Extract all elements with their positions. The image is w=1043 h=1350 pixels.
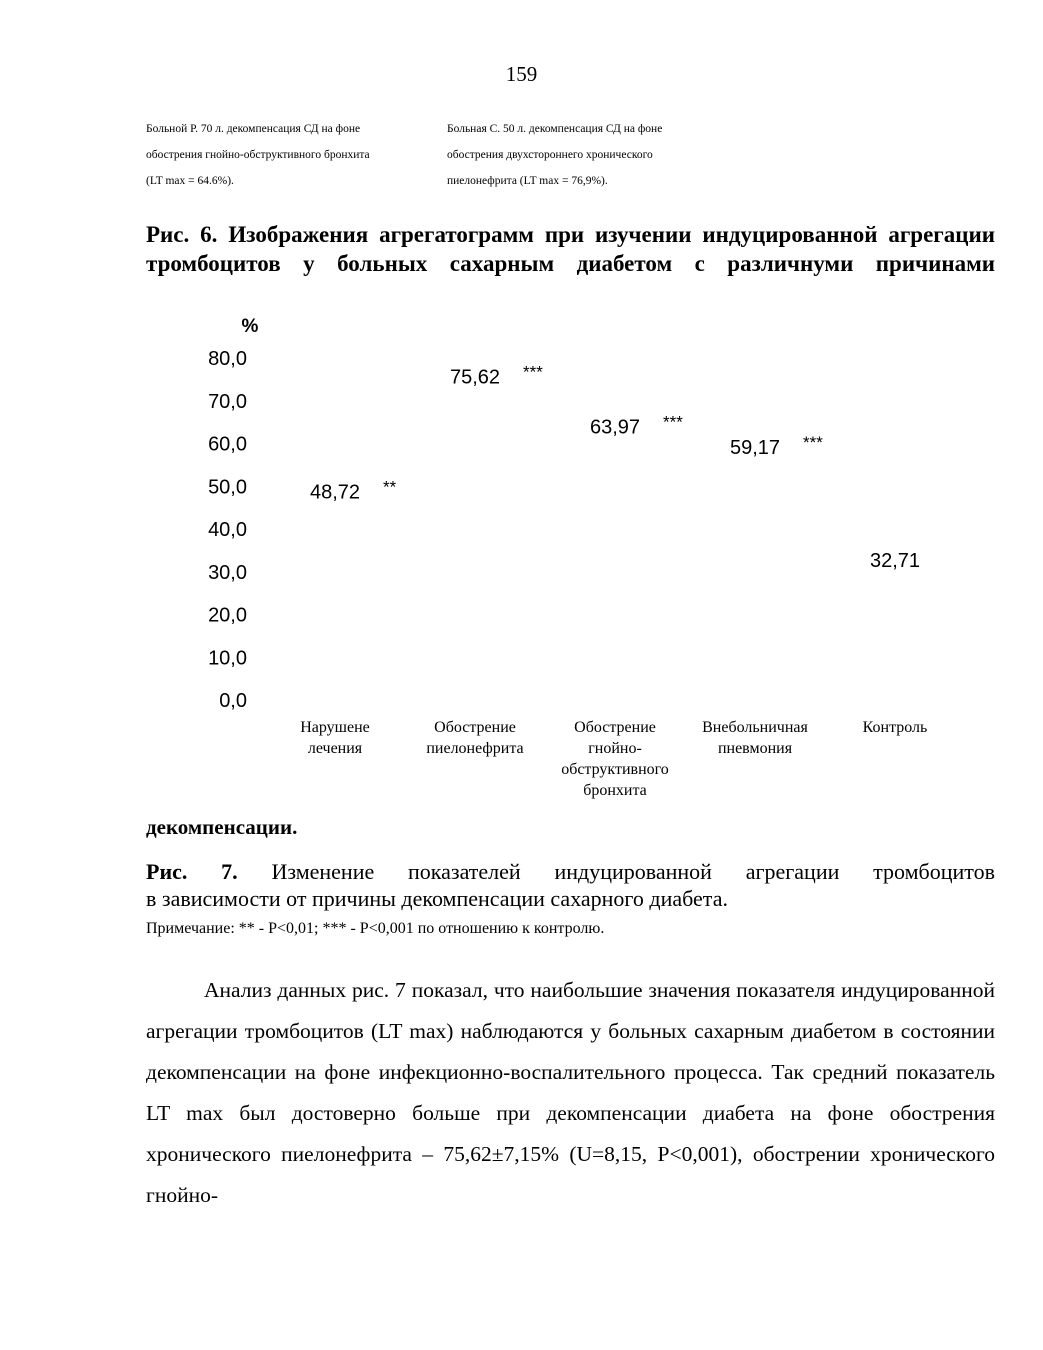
y-tick-label: 10,0 bbox=[208, 647, 247, 670]
x-category-label bbox=[400, 717, 550, 759]
x-category-line: пиелонефрита bbox=[426, 740, 524, 757]
x-category-line: Контроль bbox=[862, 719, 928, 736]
data-label: 63,97 bbox=[589, 416, 641, 439]
x-category-label bbox=[540, 717, 690, 801]
x-category-line: бронхита bbox=[583, 782, 647, 799]
significance-marker: ** bbox=[383, 477, 397, 497]
figure-7-text: Изменение показателей индуцированной агрегации тромбоцитов bbox=[271, 859, 995, 884]
caption-left-line: обострения гнойно-обструктивного бронхита bbox=[146, 149, 370, 161]
figure-6-title-continuation: декомпенсации. bbox=[146, 815, 298, 839]
x-category-line: Внебольничная bbox=[702, 719, 808, 736]
y-axis-label: % bbox=[241, 316, 259, 337]
x-category-line: пневмония bbox=[717, 740, 793, 757]
x-category-line: Обострение bbox=[574, 719, 656, 736]
caption-right-line: Больная С. 50 л. декомпенсация СД на фоне bbox=[447, 123, 663, 135]
figure-6-label: Рис. 6. bbox=[146, 222, 218, 247]
y-tick-label: 50,0 bbox=[208, 476, 247, 499]
x-category-label bbox=[680, 717, 830, 759]
x-category-label bbox=[260, 717, 410, 759]
figure-6-text: Изображения агрегатограмм при изучении индуцированной агрегации тромбоцитов у больных сахарным диабетом с различнуми причинами bbox=[146, 222, 995, 276]
y-tick-label: 80,0 bbox=[208, 348, 247, 370]
caption-right-line: пиелонефрита (LT max = 76,9%). bbox=[447, 175, 608, 187]
y-tick-label: 0,0 bbox=[219, 690, 247, 712]
analysis-paragraph bbox=[146, 970, 995, 1216]
y-tick-label: 70,0 bbox=[208, 390, 247, 413]
figure-7-caption-line2: в зависимости от причины декомпенсации сахарного диабета. bbox=[146, 886, 728, 911]
y-tick-label: 20,0 bbox=[208, 604, 247, 627]
caption-right-line: обострения двухстороннего хронического bbox=[447, 149, 653, 161]
x-category-line: лечения bbox=[307, 740, 363, 757]
data-label: 32,71 bbox=[869, 550, 921, 573]
data-label: 75,62 bbox=[449, 366, 501, 389]
x-category-line: Нарушене bbox=[300, 719, 370, 736]
figure-7-caption-line1 bbox=[146, 858, 995, 885]
x-category-line: Обострение bbox=[434, 719, 516, 736]
significance-marker: *** bbox=[803, 433, 823, 453]
caption-left-line: (LT max = 64.6%). bbox=[146, 175, 234, 187]
caption-left-line: Больной Р. 70 л. декомпенсация СД на фоне bbox=[146, 123, 361, 135]
significance-marker: *** bbox=[523, 362, 543, 382]
y-tick-label: 30,0 bbox=[208, 561, 247, 584]
page-number: 159 bbox=[505, 62, 538, 86]
figure-7-caption bbox=[146, 858, 995, 912]
figure-7-label: Рис. 7. bbox=[146, 859, 238, 884]
x-category-label bbox=[820, 717, 970, 738]
data-label: 59,17 bbox=[729, 437, 781, 460]
x-category-line: обструктивного bbox=[561, 761, 669, 778]
significance-marker: *** bbox=[663, 412, 683, 432]
figure-7-note: Примечание: ** - P<0,01; *** - P<0,001 по отношению к контролю. bbox=[146, 920, 605, 937]
y-tick-label: 60,0 bbox=[208, 433, 247, 456]
x-category-line: гнойно- bbox=[588, 740, 642, 757]
y-tick-label: 40,0 bbox=[208, 519, 247, 541]
analysis-text: Анализ данных рис. 7 показал, что наибольшие значения показателя индуцированной агрегации тромбоцитов (LT max) наблюдаются у больных сахарным диабетом в состоянии декомпенсации на фоне инфекционно-воспалительного процесса. Так средний показатель LT max был достоверно больше при декомпенсации диабета на фоне обострения хронического пиелонефрита – 75,62±7,15% (U=8,15, P<0,001), обострении хронического гнойно- bbox=[146, 978, 995, 1207]
data-label: 48,72 bbox=[309, 481, 361, 504]
